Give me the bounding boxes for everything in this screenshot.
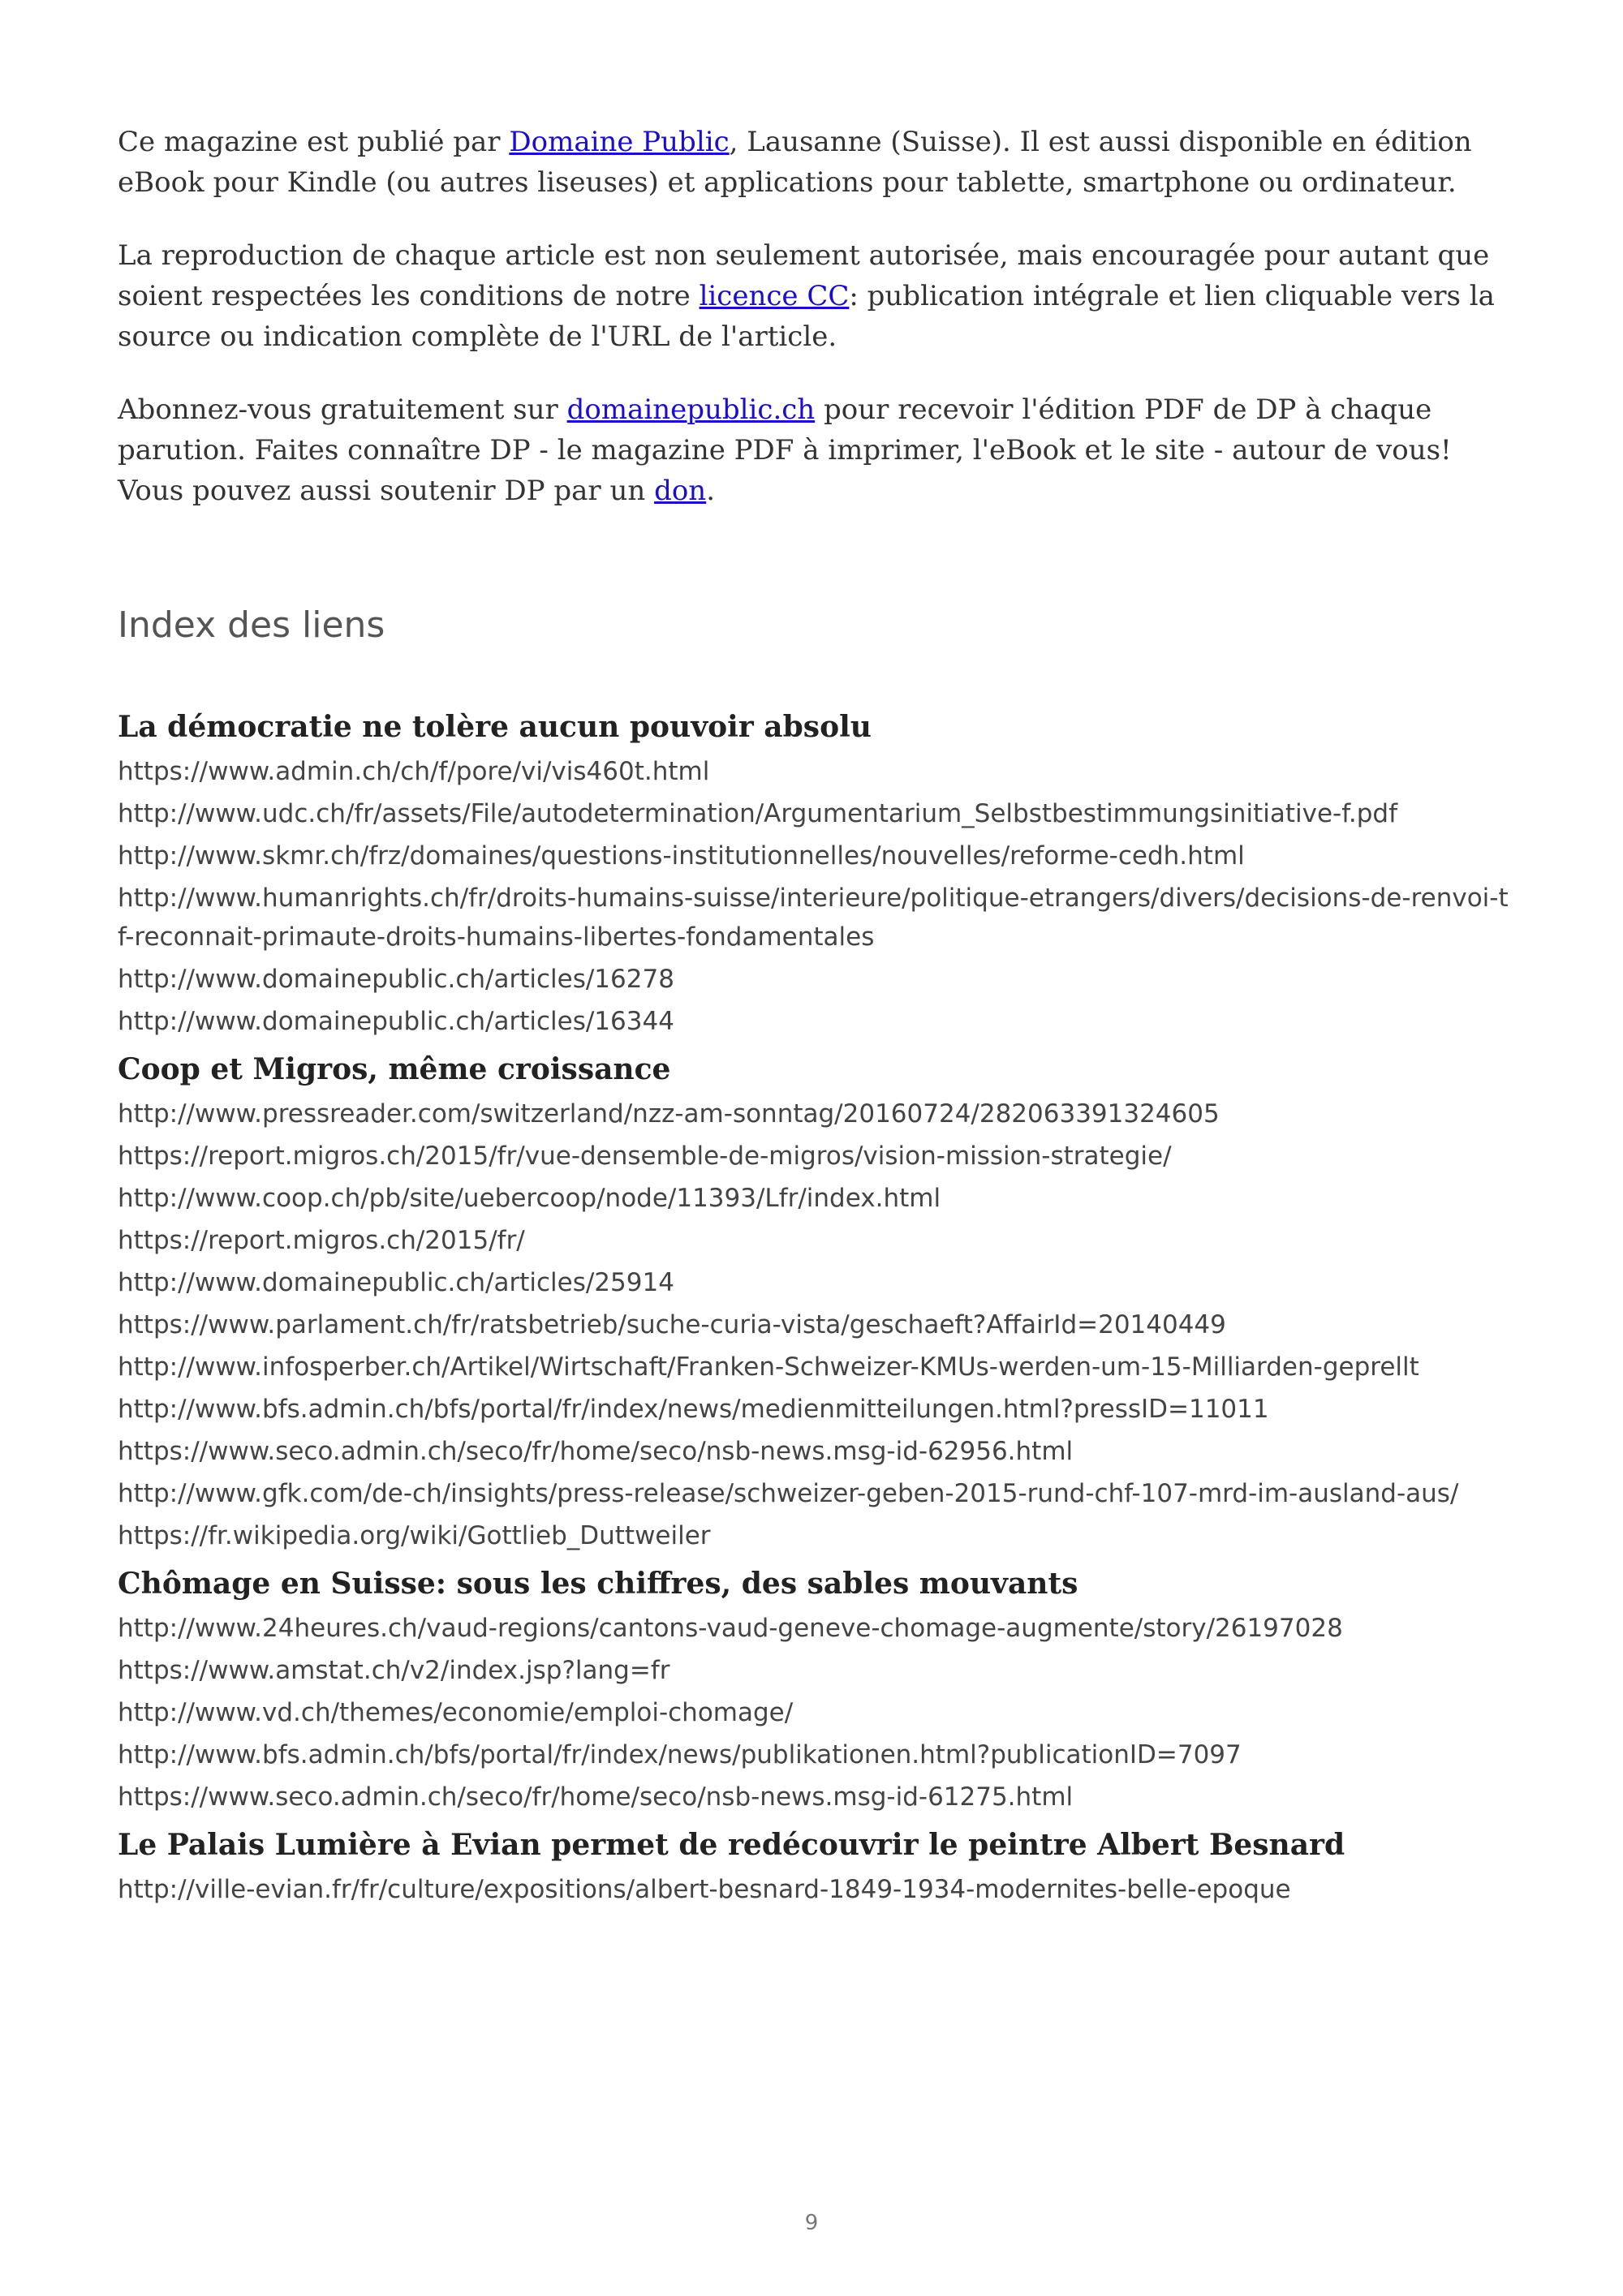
link-url[interactable]: http://www.gfk.com/de-ch/insights/press-release/schweizer-geben-2015-rund-chf-107-mrd-im-ausland-aus/ xyxy=(118,1479,1459,1508)
link-url[interactable]: http://www.bfs.admin.ch/bfs/portal/fr/index/news/publikationen.html?publicationID=7097 xyxy=(118,1740,1242,1769)
link-url[interactable]: http://www.domainepublic.ch/articles/16344 xyxy=(118,1007,674,1036)
link-url[interactable]: https://www.seco.admin.ch/seco/fr/home/seco/nsb-news.msg-id-62956.html xyxy=(118,1437,1074,1466)
section-title: Coop et Migros, même croissance xyxy=(118,1052,671,1086)
index-title: Index des liens xyxy=(118,604,385,646)
link-url[interactable]: http://www.udc.ch/fr/assets/File/autodetermination/Argumentarium_Selbstbestimmungsinitiative-f.pdf xyxy=(118,799,1397,828)
link-section xyxy=(118,1825,1513,1909)
intro-paragraph-subscribe xyxy=(118,389,1513,511)
link-list xyxy=(118,1609,1513,1817)
link-list xyxy=(118,1870,1513,1909)
page-number: 9 xyxy=(804,2211,819,2235)
link-url[interactable]: https://report.migros.ch/2015/fr/ xyxy=(118,1226,525,1255)
link-url[interactable]: https://www.admin.ch/ch/f/pore/vi/vis460t.html xyxy=(118,757,710,786)
link-url[interactable]: https://fr.wikipedia.org/wiki/Gottlieb_Duttweiler xyxy=(118,1521,711,1550)
link-list xyxy=(118,752,1513,1041)
intro-paragraph-publisher xyxy=(118,122,1513,203)
text-span: Abonnez-vous gratuitement sur xyxy=(118,393,567,426)
domaine-public-link[interactable]: Domaine Public xyxy=(509,126,730,158)
link-url[interactable]: https://www.parlament.ch/fr/ratsbetrieb/suche-curia-vista/geschaeft?AffairId=20140449 xyxy=(118,1310,1226,1339)
section-title: Le Palais Lumière à Evian permet de redécouvrir le peintre Albert Besnard xyxy=(118,1828,1345,1862)
link-url[interactable]: http://www.domainepublic.ch/articles/16278 xyxy=(118,965,674,994)
link-url[interactable]: http://ville-evian.fr/fr/culture/expositions/albert-besnard-1849-1934-modernites-belle-epoque xyxy=(118,1875,1291,1904)
link-url[interactable]: http://www.infosperber.ch/Artikel/Wirtschaft/Franken-Schweizer-KMUs-werden-um-15-Milliarden-geprellt xyxy=(118,1352,1419,1382)
licence-cc-link[interactable]: licence CC xyxy=(699,280,850,312)
link-section xyxy=(118,1049,1513,1555)
link-url[interactable]: http://www.24heures.ch/vaud-regions/cantons-vaud-geneve-chomage-augmente/story/26197028 xyxy=(118,1614,1343,1643)
link-section xyxy=(118,1563,1513,1817)
text-span: pour recevoir l'édition PDF de DP à chaque parution. Faites connaître DP - le magazine PDF à imprimer, l'eBook et le site - autour de vous! Vous pouvez aussi soutenir DP par un xyxy=(118,393,1452,507)
link-url[interactable]: http://www.pressreader.com/switzerland/nzz-am-sonntag/20160724/282063391324605 xyxy=(118,1099,1220,1129)
link-section xyxy=(118,707,1513,1041)
link-url[interactable]: http://www.coop.ch/pb/site/uebercoop/node/11393/Lfr/index.html xyxy=(118,1184,941,1213)
link-url[interactable]: https://report.migros.ch/2015/fr/vue-densemble-de-migros/vision-mission-strategie/ xyxy=(118,1142,1172,1171)
domainepublic-site-link[interactable]: domainepublic.ch xyxy=(566,393,816,426)
text-span: La reproduction de chaque article est non seulement autorisée, mais encouragée pour autant que soient respectées les conditions de notre xyxy=(118,239,1490,312)
text-span: : publication intégrale et lien cliquable vers la source ou indication complète de l'URL de l'article. xyxy=(118,280,1495,353)
link-url[interactable]: http://www.skmr.ch/frz/domaines/questions-institutionnelles/nouvelles/reforme-cedh.html xyxy=(118,841,1245,871)
section-title: La démocratie ne tolère aucun pouvoir absolu xyxy=(118,710,872,744)
link-url[interactable]: http://www.vd.ch/themes/economie/emploi-chomage/ xyxy=(118,1698,794,1727)
section-title: Chômage en Suisse: sous les chiffres, des sables mouvants xyxy=(118,1567,1078,1601)
link-url[interactable]: http://www.humanrights.ch/fr/droits-humains-suisse/interieure/politique-etrangers/divers/decisions-de-renvoi-tf-reconnait-primaute-droits-humains-libertes-fondamentales xyxy=(118,884,1509,952)
page-content xyxy=(118,122,1513,1917)
link-list xyxy=(118,1094,1513,1555)
link-url[interactable]: https://www.amstat.ch/v2/index.jsp?lang=fr xyxy=(118,1656,670,1685)
text-span: Ce magazine est publié par xyxy=(118,126,510,158)
text-span: . xyxy=(706,475,716,507)
link-url[interactable]: http://www.domainepublic.ch/articles/25914 xyxy=(118,1268,674,1297)
text-span: , Lausanne (Suisse). Il est aussi disponible en édition eBook pour Kindle (ou autres liseuses) et applications pour tablette, smartphone ou ordinateur. xyxy=(118,126,1472,199)
link-url[interactable]: http://www.bfs.admin.ch/bfs/portal/fr/index/news/medienmitteilungen.html?pressID=11011 xyxy=(118,1395,1269,1424)
link-url[interactable]: https://www.seco.admin.ch/seco/fr/home/seco/nsb-news.msg-id-61275.html xyxy=(118,1782,1074,1812)
intro-paragraph-license xyxy=(118,235,1513,357)
link-index xyxy=(118,707,1513,1909)
don-link[interactable]: don xyxy=(654,475,707,507)
